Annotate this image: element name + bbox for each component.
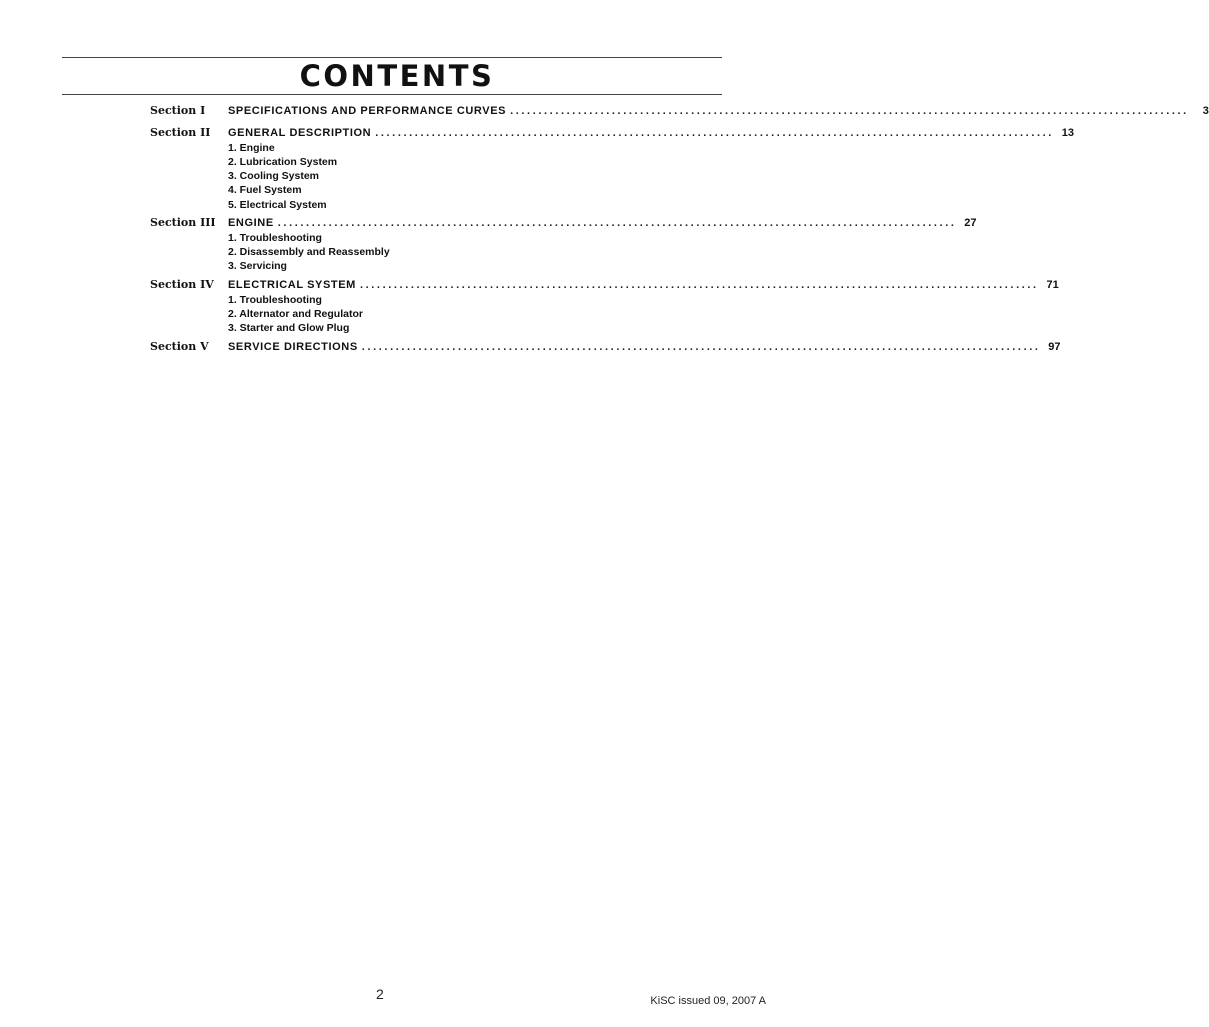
- section-title: SPECIFICATIONS AND PERFORMANCE CURVES: [228, 105, 507, 117]
- subsection-list: [228, 141, 337, 212]
- subsection-item: 2. Lubrication System: [228, 155, 338, 168]
- toc-entry[interactable]: [228, 126, 1074, 140]
- subsection-list: [228, 231, 390, 274]
- section-label: Section I: [150, 104, 206, 117]
- page-title: CONTENTS: [299, 59, 495, 93]
- subsection-item: 1. Engine: [228, 141, 275, 154]
- table-of-contents: [0, 104, 1209, 360]
- section-label: Section II: [150, 126, 211, 139]
- page-number: 71: [1046, 279, 1059, 291]
- toc-section-3: [0, 216, 977, 278]
- section-title: ELECTRICAL SYSTEM: [228, 279, 356, 291]
- section-title: SERVICE DIRECTIONS: [228, 341, 358, 353]
- toc-entry[interactable]: [228, 278, 1059, 292]
- dot-leader: ........................................................................................................................: [510, 105, 1189, 117]
- section-label: Section III: [150, 216, 216, 229]
- toc-entry[interactable]: [228, 216, 977, 230]
- page-number: 13: [1061, 127, 1074, 139]
- page-number: 27: [964, 217, 977, 229]
- subsection-item: 3. Servicing: [228, 260, 287, 273]
- subsection-item: 2. Disassembly and Reassembly: [228, 245, 390, 258]
- footer-page-number: 2: [376, 986, 384, 1002]
- subsection-list: [228, 293, 363, 336]
- dot-leader: ........................................................................................................................: [361, 341, 1041, 353]
- dot-leader: ........................................................................................................................: [359, 279, 1039, 291]
- bottom-rule: [62, 94, 722, 95]
- toc-section-5: [0, 340, 1061, 360]
- subsection-item: 5. Electrical System: [228, 198, 327, 211]
- toc-entry[interactable]: [228, 340, 1061, 354]
- toc-section-4: [0, 278, 1059, 340]
- section-title: ENGINE: [228, 217, 274, 229]
- page-number: 97: [1048, 341, 1061, 353]
- subsection-item: 1. Troubleshooting: [228, 293, 322, 306]
- dot-leader: ........................................................................................................................: [277, 217, 957, 229]
- toc-section-2: [0, 126, 1074, 216]
- section-label: Section IV: [150, 278, 214, 291]
- subsection-item: 3. Starter and Glow Plug: [228, 322, 350, 335]
- subsection-item: 4. Fuel System: [228, 184, 302, 197]
- toc-section-1: [0, 104, 1209, 126]
- toc-entry[interactable]: [228, 104, 1209, 118]
- subsection-item: 2. Alternator and Regulator: [228, 307, 363, 320]
- dot-leader: ........................................................................................................................: [375, 127, 1054, 139]
- page-number: 3: [1202, 105, 1209, 117]
- subsection-item: 3. Cooling System: [228, 170, 320, 183]
- section-label: Section V: [150, 340, 209, 353]
- section-title: GENERAL DESCRIPTION: [228, 127, 372, 139]
- footer-issue-note: KiSC issued 09, 2007 A: [650, 995, 766, 1007]
- subsection-item: 1. Troubleshooting: [228, 231, 322, 244]
